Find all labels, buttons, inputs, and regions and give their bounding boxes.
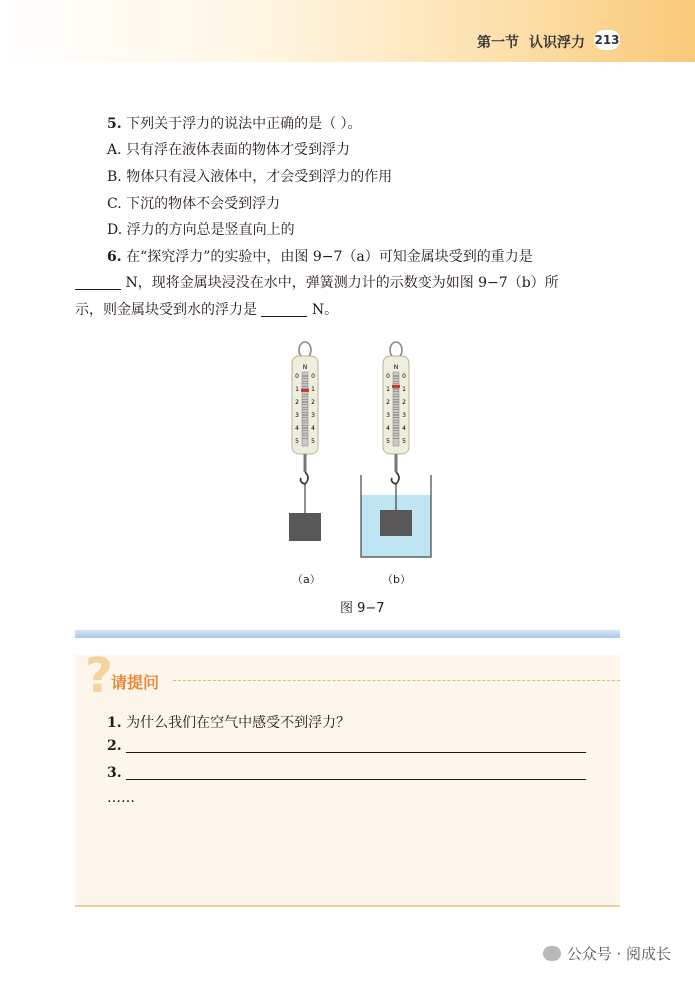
scale-a-tick-left: 0 bbox=[295, 373, 299, 380]
header-band bbox=[0, 0, 695, 62]
scale-b-tick-right: 2 bbox=[402, 399, 406, 406]
scale-a-tick-right: 2 bbox=[311, 399, 315, 406]
answer-blank-buoyancy[interactable] bbox=[261, 316, 307, 317]
section-title: 认识浮力 bbox=[529, 35, 585, 51]
scale-b-unit: N bbox=[393, 364, 399, 371]
question-6-text-3: 示，则金属块受到水的浮力是 bbox=[75, 302, 257, 318]
spring-scale-a bbox=[289, 342, 321, 541]
scale-a-tick-left: 2 bbox=[295, 399, 299, 406]
answer-blank-gravity[interactable] bbox=[75, 289, 121, 290]
ask-title: 请提问 bbox=[111, 673, 160, 692]
figure-label-b: （b） bbox=[382, 573, 411, 586]
scale-b-tick-left: 0 bbox=[386, 373, 390, 380]
ask-item-3-answer-line[interactable] bbox=[126, 779, 586, 780]
page-number: 213 bbox=[594, 30, 620, 50]
scale-b-tick-left: 4 bbox=[386, 425, 390, 432]
section-label: 第一节 bbox=[477, 35, 519, 51]
header-title bbox=[477, 32, 585, 52]
ask-item-1-number: 1. bbox=[107, 715, 122, 731]
question-5-option-b: B. 物体只有浸入液体中，才会受到浮力的作用 bbox=[107, 169, 393, 185]
question-5 bbox=[107, 113, 362, 133]
figure-caption: 图 9−7 bbox=[340, 601, 385, 616]
ask-item-1-text: 为什么我们在空气中感受不到浮力？ bbox=[126, 715, 351, 731]
wechat-icon bbox=[543, 946, 561, 961]
scale-b-tick-left: 2 bbox=[386, 399, 390, 406]
ask-item-1 bbox=[107, 712, 350, 732]
ask-box-bottom-rule bbox=[75, 905, 620, 907]
section-divider bbox=[75, 630, 620, 638]
scale-a-tick-left: 5 bbox=[295, 438, 299, 445]
scale-b-hook bbox=[392, 472, 400, 484]
scale-a-tick-right: 4 bbox=[311, 425, 315, 432]
question-6-line-1 bbox=[107, 246, 533, 266]
scale-b-tick-right: 4 bbox=[402, 425, 406, 432]
question-6-text-1: 在“探究浮力”的实验中，由图 9−7（a）可知金属块受到的重力是 bbox=[126, 249, 533, 265]
figure-9-7 bbox=[280, 340, 440, 565]
scale-b-tick-left: 1 bbox=[386, 386, 390, 393]
watermark-text: 公众号 · 阅成长 bbox=[566, 945, 671, 963]
question-5-stem: 下列关于浮力的说法中正确的是（ ）。 bbox=[126, 116, 362, 132]
ask-item-2-number: 2. bbox=[107, 738, 122, 754]
watermark bbox=[543, 943, 671, 964]
scale-b-tick-right: 0 bbox=[402, 373, 406, 380]
question-5-option-a: A. 只有浮在液体表面的物体才受到浮力 bbox=[107, 142, 351, 158]
question-mark-icon: ? bbox=[85, 648, 113, 704]
question-6-text-2: N，现将金属块浸没在水中，弹簧测力计的示数变为如图 9−7（b）所 bbox=[125, 275, 559, 291]
scale-b-tick-left: 3 bbox=[386, 412, 390, 419]
question-5-number: 5. bbox=[107, 116, 122, 132]
ask-ellipsis: …… bbox=[107, 790, 135, 806]
ask-item-2 bbox=[107, 738, 122, 754]
scale-a-tick-left: 3 bbox=[295, 412, 299, 419]
metal-block-b bbox=[380, 510, 412, 536]
scale-a-tick-left: 1 bbox=[295, 386, 299, 393]
scale-a-tick-left: 4 bbox=[295, 425, 299, 432]
scale-b-tick-right: 3 bbox=[402, 412, 406, 419]
scale-a-tick-right: 1 bbox=[311, 386, 315, 393]
scale-b-tick-right: 5 bbox=[402, 438, 406, 445]
scale-a-tick-right: 5 bbox=[311, 438, 315, 445]
scale-a-track bbox=[302, 372, 308, 446]
scale-a-pointer bbox=[301, 389, 309, 392]
question-5-option-d: D. 浮力的方向总是竖直向上的 bbox=[107, 222, 295, 238]
question-6-number: 6. bbox=[107, 249, 122, 265]
scale-a-hook bbox=[301, 472, 309, 484]
scale-a-tick-right: 3 bbox=[311, 412, 315, 419]
scale-b-track bbox=[393, 372, 399, 446]
ask-title-dashed-line bbox=[173, 680, 620, 682]
question-6-line-2 bbox=[75, 272, 559, 292]
ask-item-3-number: 3. bbox=[107, 765, 122, 781]
figure-label-a: （a） bbox=[292, 573, 321, 586]
metal-block-a bbox=[289, 513, 321, 541]
ask-item-2-answer-line[interactable] bbox=[126, 752, 586, 753]
scale-b-tick-right: 1 bbox=[402, 386, 406, 393]
scale-a-unit: N bbox=[302, 364, 308, 371]
ask-item-3 bbox=[107, 765, 122, 781]
question-6-text-4: N。 bbox=[311, 302, 339, 318]
question-5-option-c: C. 下沉的物体不会受到浮力 bbox=[107, 196, 281, 212]
scale-b-pointer bbox=[392, 385, 400, 388]
scale-a-tick-right: 0 bbox=[311, 373, 315, 380]
question-6-line-3 bbox=[75, 299, 338, 319]
scale-b-tick-left: 5 bbox=[386, 438, 390, 445]
